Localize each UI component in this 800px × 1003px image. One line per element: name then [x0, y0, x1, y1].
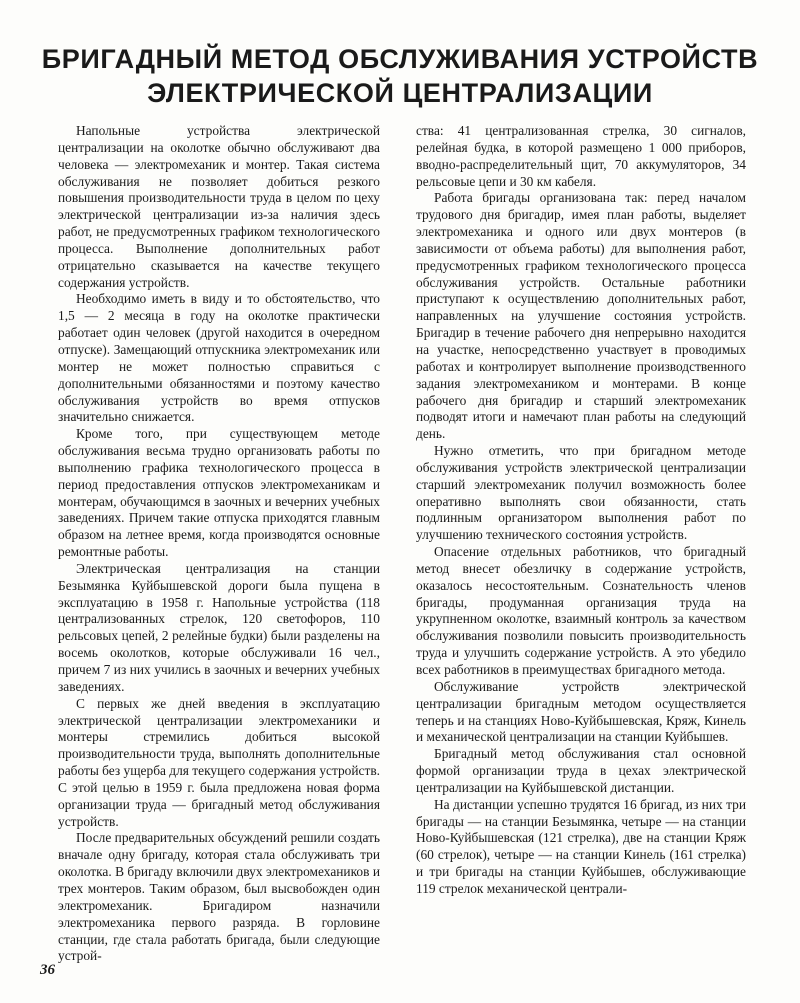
paragraph: На дистанции успешно трудятся 16 бригад, из них три бригады — на станции Безымянка, четыре — на станции Ново-Куйбышевская (121 стрелка), две на станции Кряж (60 стрелок), четыре — на станции Кинель (161 стрелка) и три бригады на станции Куйбышев, обслуживающие 119 стрелок механической централи-: [416, 796, 746, 896]
paragraph-continuation: ства: 41 централизованная стрелка, 30 сигналов, релейная будка, в которой размещено 1 000 приборов, вводно-распределительный щит, 70 аккумуляторов, 34 рельсовые цепи и 30 км кабеля.: [416, 123, 746, 189]
paragraph: С первых же дней введения в эксплуатацию электрической централизации электромеханики и монтеры стремились добиться высокой производительности труда, выполнять дополнительные работы без ущерба для текущего содержания устройств. С этой целью в 1959 г. была предложена новая форма организации труда — бригадный метод обслуживания устройств.: [58, 695, 380, 829]
article-title: [40, 42, 760, 110]
left-column: [58, 123, 380, 965]
paragraph: Нужно отметить, что при бригадном методе обслуживания устройств электрической централизации старший электромеханик получил возможность более оперативно выполнять свои обязанности, стать подлинным организатором выполнения работ по улучшению технического состояния устройств.: [416, 443, 746, 543]
paragraph: Работа бригады организована так: перед началом трудового дня бригадир, имея план работы, выделяет электромеханика и одного или двух монтеров (в зависимости от объема работы) для выполнения работ, предусмотренных графиком технологического процесса обслуживания устройств. Остальные работники приступают к осуществлению дополнительных работ, направленных на улучшение состояния устройств. Бригадир в течение рабочего дня непрерывно находится на участке, непосредственно участвует в проводимых работах и контролирует выполнение производственного задания электромехаником и монтерами. В конце рабочего дня бригадир и старший электромеханик подводят итоги и намечают план работы на следующий день.: [416, 190, 746, 442]
paragraph: Кроме того, при существующем методе обслуживания весьма трудно организовать работы по выполнению графика технологического процесса в период предоставления отпусков электромеханикам и монтерам, обучающимся в заочных и вечерних учебных заведениях. Причем такие отпуска приходятся главным образом на летнее время, когда производятся основные ремонтные работы.: [58, 426, 380, 560]
paragraph: Опасение отдельных работников, что бригадный метод внесет обезличку в содержание устройств, оказалось несостоятельным. Сознательность членов бригады, продуманная организация труда на укрупненном околотке, взаимный контроль за качеством обслуживания позволили повысить производительность труда и улучшить содержание устройств. А это убедило всех работников в преимуществах бригадного метода.: [416, 544, 746, 677]
article-title-line-2: ЭЛЕКТРИЧЕСКОЙ ЦЕНТРАЛИЗАЦИИ: [147, 78, 653, 108]
paragraph: Электрическая централизация на станции Безымянка Куйбышевской дороги была пущена в эксплуатацию в 1958 г. Напольные устройства (118 централизованных стрелок, 120 светофоров, 110 рельсовых цепей, 2 релейные будки) были разделены на восемь околотков, которые обслуживали 16 чел., причем 7 из них учились в заочных и вечерних учебных заведениях.: [58, 560, 380, 694]
paragraph: После предварительных обсуждений решили создать вначале одну бригаду, которая стала обслуживать три околотка. В бригаду включили двух электромехаников и трех монтеров. Таким образом, был высвобожден один электромеханик. Бригадиром назначили электромеханика первого разряда. В горловине станции, где стала работать бригада, были следующие устрой-: [58, 830, 380, 964]
paragraph: Необходимо иметь в виду и то обстоятельство, что 1,5 — 2 месяца в году на околотке практически работает один человек (другой находится в очередном отпуске). Замещающий отпускника электромеханик или монтер не может полностью справиться с дополнительными обязанностями и поэтому качество обслуживания устройств во время отпусков значительно снижается.: [58, 291, 380, 425]
page-number: 36: [40, 962, 55, 978]
paragraph: Обслуживание устройств электрической централизации бригадным методом осуществляется теперь и на станциях Ново-Куйбышевская, Кряж, Кинель и механической централизации на станции Куйбышев.: [416, 678, 746, 745]
paragraph: Бригадный метод обслуживания стал основной формой организации труда в цехах электрической централизации на Куйбышевской дистанции.: [416, 746, 746, 795]
paragraph: Напольные устройства электрической централизации на околотке обычно обслуживают два человека — электромеханик и монтер. Такая система обслуживания не позволяет добиться резкого повышения производительности труда в целом по цеху электрической централизации из-за наличия здесь работ, не предусмотренных графиком технологического процесса. Выполнение дополнительных работ отрицательно сказывается на качестве текущего содержания устройств.: [58, 123, 380, 290]
right-column: [416, 123, 746, 898]
article-title-line-1: БРИГАДНЫЙ МЕТОД ОБСЛУЖИВАНИЯ УСТРОЙСТВ: [41, 44, 759, 74]
